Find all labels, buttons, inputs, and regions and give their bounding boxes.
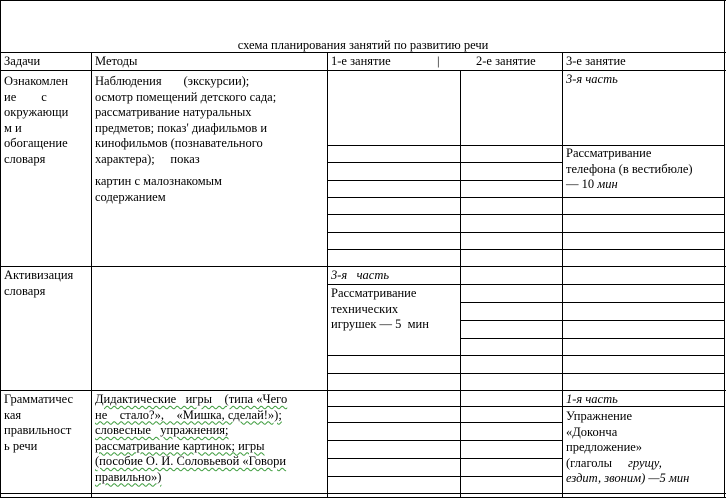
- page-title: схема планирования занятий по развитию речи: [237, 38, 489, 52]
- lesson-line: технических: [331, 301, 399, 316]
- lesson-part-label: 3-я часть: [566, 72, 618, 86]
- header-separator: |: [437, 54, 440, 68]
- lesson-line-verbs: [566, 456, 671, 472]
- task-line: словаря: [4, 283, 46, 298]
- methods-line: содержанием: [95, 189, 166, 204]
- lesson-line-time: [566, 177, 618, 193]
- task-line: кая: [4, 407, 22, 422]
- lesson-line: предложение»: [566, 440, 643, 454]
- lesson-verbs-lead: (глаголы: [566, 455, 612, 470]
- methods-line: правильно»): [95, 469, 162, 484]
- task-line: Грамматичес: [4, 392, 74, 406]
- lesson-line: Упражнение: [566, 409, 633, 423]
- header-lesson-2: 2-е занятие: [476, 54, 536, 68]
- header-lesson-1: 1-е занятие: [331, 54, 391, 68]
- lesson-line: Рассматривание: [331, 286, 417, 300]
- methods-line: рассматривание картинок; игры: [95, 438, 265, 453]
- methods-line: словесные упражнения;: [95, 423, 229, 437]
- lesson-line: игрушек — 5 мин: [331, 317, 429, 331]
- task-line: правильност: [4, 423, 72, 437]
- lesson-part-label: 1-я часть: [566, 392, 618, 406]
- task-line: ь речи: [4, 438, 38, 453]
- methods-line: рассматривание натуральных: [95, 105, 252, 119]
- lesson-verbs-2: ездит, звоним): [566, 471, 646, 485]
- methods-line: осмотр помещений детского сада;: [95, 89, 277, 104]
- lesson-time-unit: мин: [597, 177, 618, 191]
- methods-line: предметов; показ' диафильмов и: [95, 120, 268, 135]
- lesson-line: «Доконча: [566, 424, 618, 439]
- header-tasks: Задачи: [4, 54, 41, 68]
- task-line: обогащение: [4, 136, 68, 150]
- header-lesson-3: 3-е занятие: [566, 54, 626, 68]
- methods-line: кинофильмов (познавательного: [95, 136, 263, 150]
- methods-line: картин с малознакомым: [95, 174, 222, 188]
- lesson-line: Рассматривание: [566, 146, 652, 160]
- header-methods: Методы: [95, 54, 138, 68]
- task-line: м и: [4, 120, 22, 135]
- methods-line: Дидактические игры (типа «Чего: [95, 392, 288, 406]
- task-line: Ознакомлен: [4, 74, 69, 88]
- methods-line: (пособие О. И. Соловьевой «Говори: [95, 454, 287, 468]
- task-line: Активизация: [4, 268, 74, 282]
- lesson-verbs-1: грущу,: [628, 455, 662, 470]
- lesson-line-verbs-2: [566, 471, 689, 487]
- lesson-part-label: 3-я часть: [331, 268, 390, 282]
- lesson-time: —5 мин: [648, 471, 690, 485]
- lesson-line: телефона (в вестибюле): [566, 161, 693, 176]
- methods-line: характера); показ: [95, 151, 200, 166]
- task-line: окружающи: [4, 105, 69, 119]
- methods-line: Наблюдения (экскурсии);: [95, 74, 250, 88]
- task-line: ие с: [4, 89, 47, 104]
- lesson-time-value: — 10: [566, 177, 595, 191]
- methods-line: не стало?», «Мишка, сделай!»);: [95, 407, 282, 422]
- task-line: словаря: [4, 151, 46, 166]
